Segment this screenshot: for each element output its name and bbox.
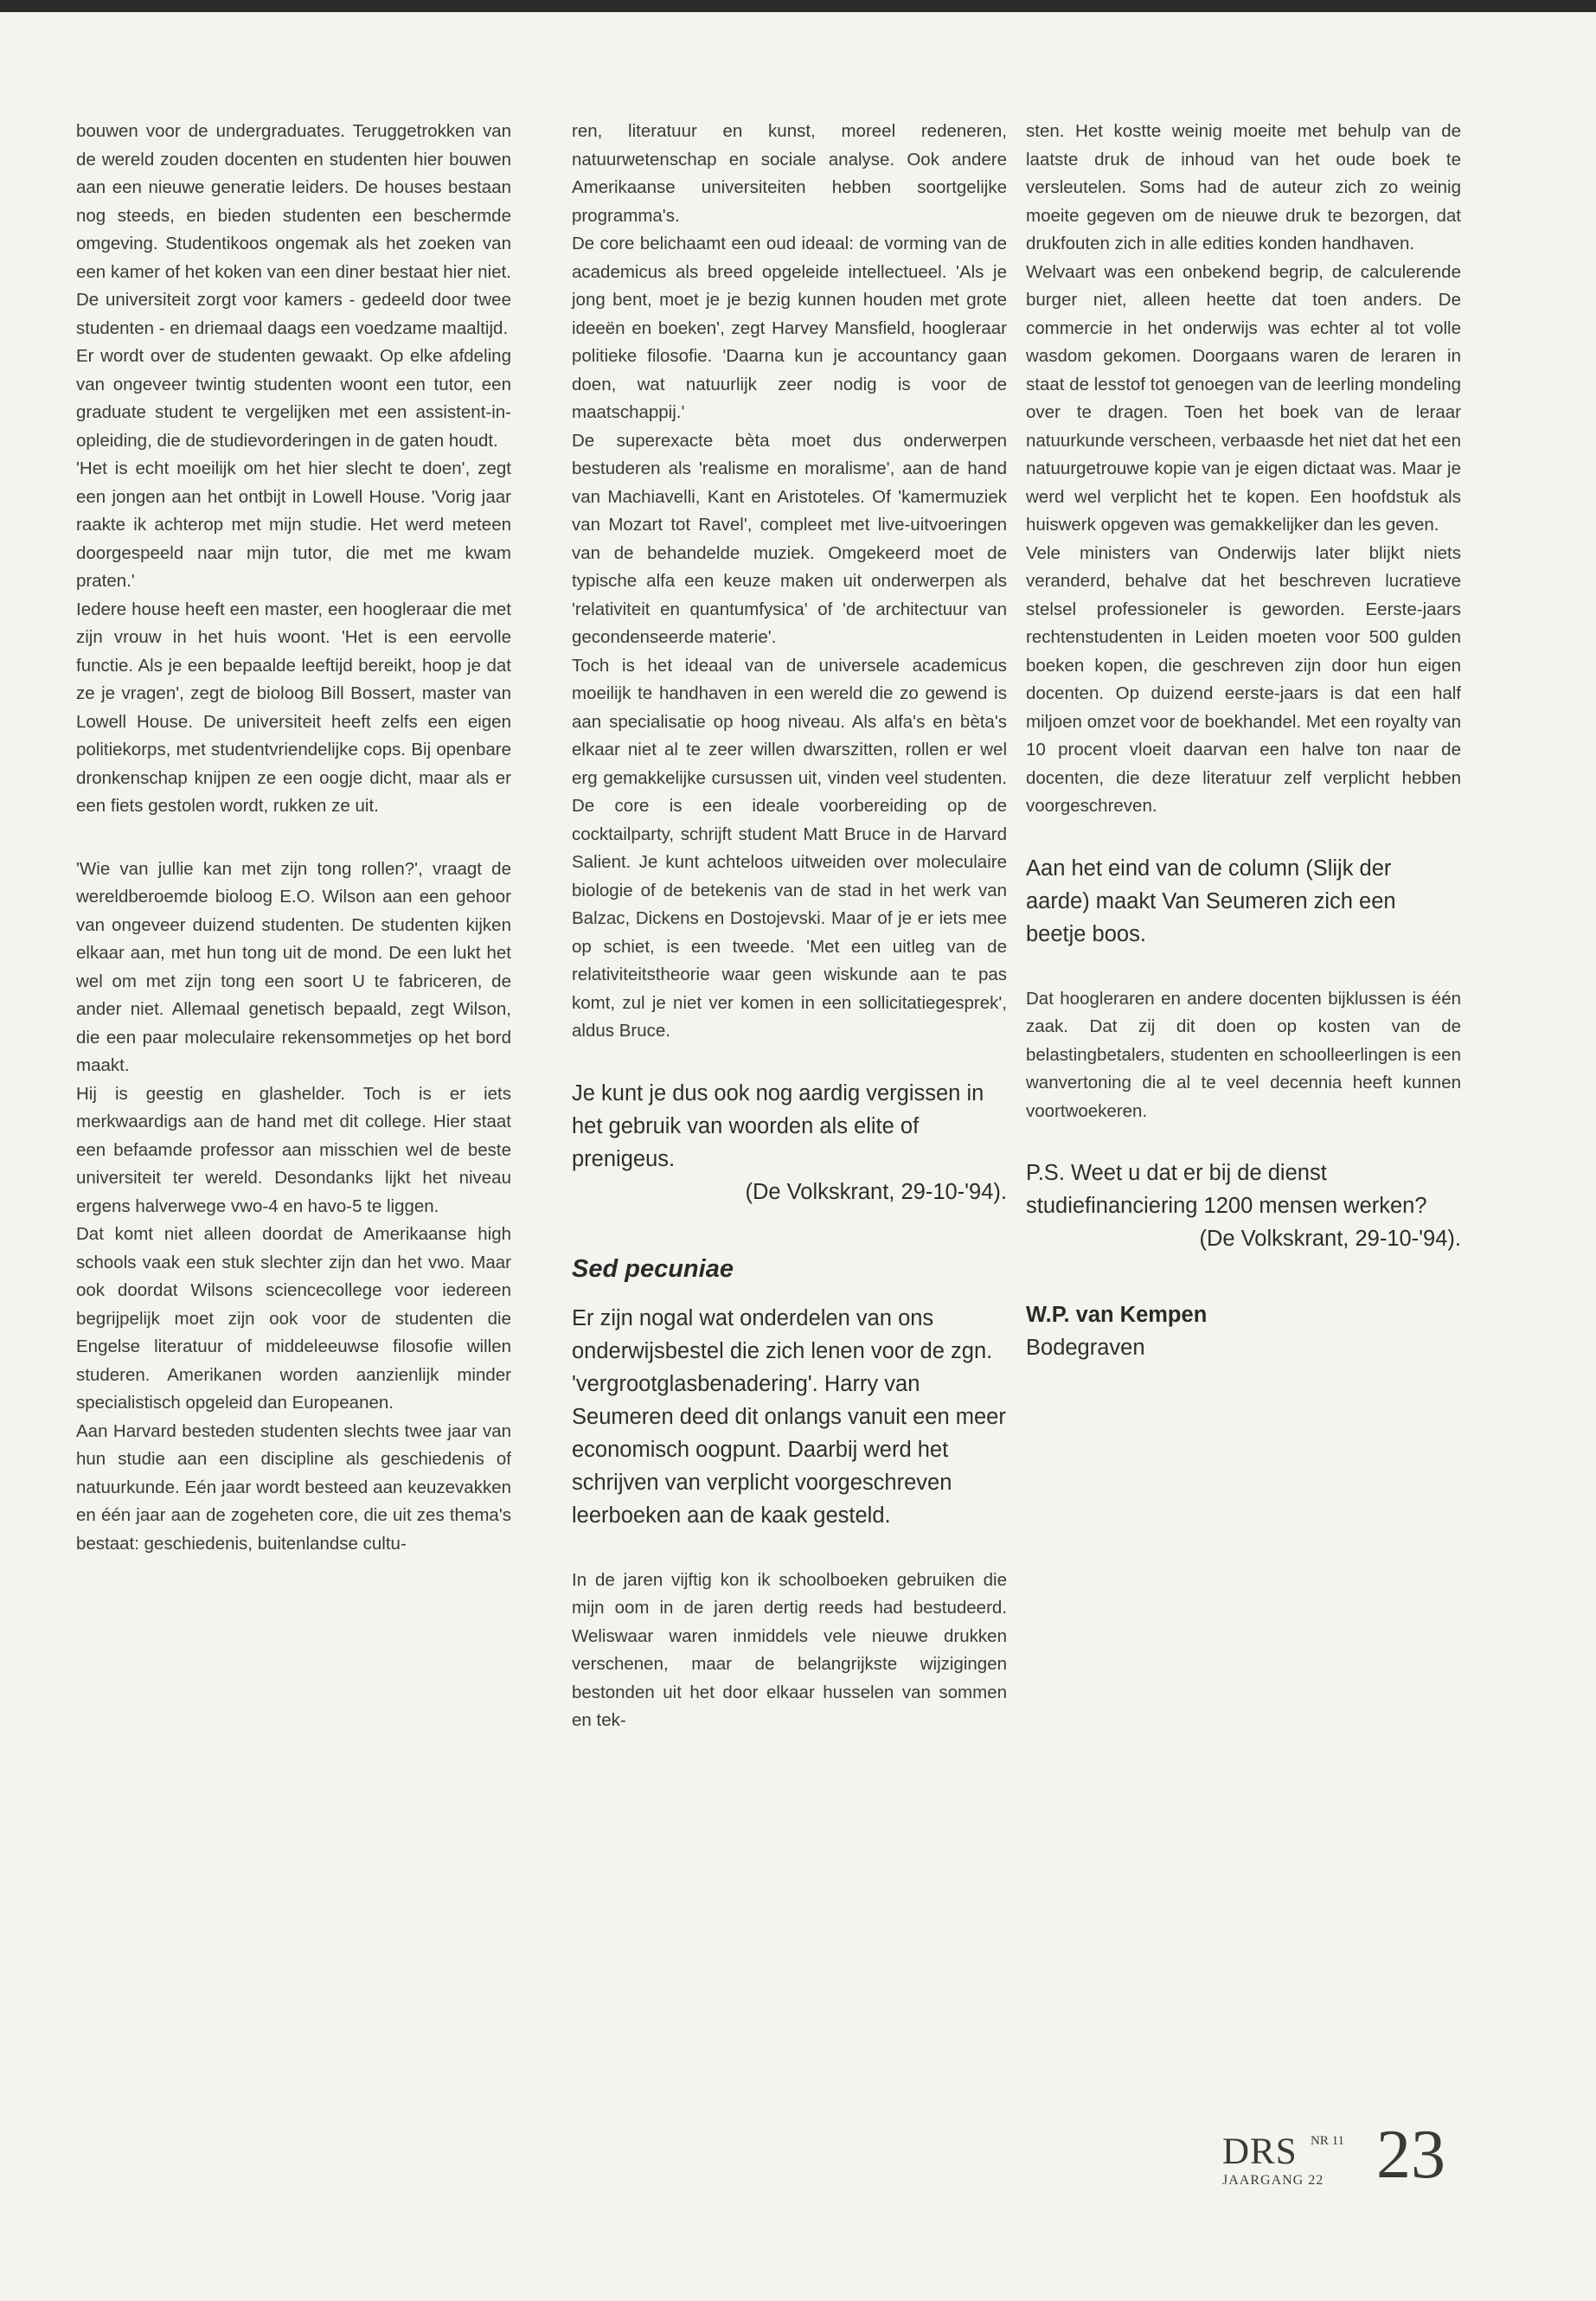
postscript: P.S. Weet u dat er bij de dienst studiefinanciering 1200 mensen werken?	[1026, 1161, 1427, 1218]
paragraph: 'Wie van jullie kan met zijn tong rollen?', vraagt de wereldberoemde bioloog E.O. Wilson aan een gehoor van ongeveer duizend studenten. De studenten kijken elkaar aan, met hun tong uit de mond. De een lukt het wel om met zijn tong een soort U te fabriceren, de ander niet. Allemaal genetisch bepaald, zegt Wilson, die een paar moleculaire rekensommetjes op het bord maakt.	[76, 858, 511, 1075]
issue-number: NR 11	[1311, 2134, 1345, 2148]
paragraph: Hij is geestig en glashelder. Toch is er iets merkwaardigs aan de hand met dit college. Hier staat een befaamde professor aan misschien wel de beste universiteit ter wereld. Desondanks lijkt het niveau ergens halverwege vwo-4 en havo-5 te liggen.	[76, 1083, 511, 1216]
citation: (De Volkskrant, 29-10-'94).	[745, 1179, 1007, 1204]
page-footer	[1222, 2111, 1465, 2193]
paragraph: De superexacte bèta moet dus onderwerpen bestuderen als 'realisme en moralisme', aan de hand van Machiavelli, Kant en Aristoteles. Of 'kamermuziek van Mozart tot Ravel', compleet met live-uitvoeringen van de behandelde muziek. Omgekeerd moet de typische alfa een keuze maken uit onderwerpen als 'relativiteit en quantumfysica' of 'de architectuur van gecondenseerde materie'.	[572, 430, 1007, 647]
section-heading: Sed pecuniae	[572, 1254, 734, 1283]
paragraph: ren, literatuur en kunst, moreel redeneren, natuurwetenschap en sociale analyse. Ook andere Amerikaanse universiteiten hebben soortgelijke programma's.	[572, 121, 1007, 226]
citation: (De Volkskrant, 29-10-'94).	[1199, 1227, 1461, 1251]
paragraph: Er wordt over de studenten gewaakt. Op elke afdeling van ongeveer twintig studenten woont een tutor, een graduate student te vergelijken met een assistent-in-opleiding, die de studievorderingen in de gaten houdt.	[76, 346, 511, 451]
editorial-comment: Aan het eind van de column (Slijk der aarde) maakt Van Seumeren zich een beetje boos.	[1026, 856, 1396, 946]
paragraph: Dat hoogleraren en andere docenten bijklussen is één zaak. Dat zij dit doen op kosten van de belastingbetalers, studenten en schoolleerlingen is een wanvertoning die al te veel decennia heeft kunnen voortwoekeren.	[1026, 988, 1461, 1121]
column-right	[1026, 118, 1461, 1364]
author-name: W.P. van Kempen	[1026, 1303, 1208, 1327]
paragraph: In de jaren vijftig kon ik schoolboeken gebruiken die mijn oom in de jaren dertig reeds had bestudeerd. Weliswaar waren inmiddels vele nieuwe drukken verschenen, maar de belangrijkste wijzigingen bestonden uit het door elkaar husselen van sommen en tek-	[572, 1569, 1007, 1730]
author-place: Bodegraven	[1026, 1336, 1145, 1360]
paragraph: Dat komt niet alleen doordat de Amerikaanse high schools vaak een stuk slechter zijn dan het vwo. Maar ook doordat Wilsons sciencecollege voor iedereen begrijpelijk moet zijn ook voor de studenten die Engelse literatuur of middeleeuwse filosofie willen studeren. Amerikanen worden aanzienlijk minder specialistisch opgeleid dan Europeanen.	[76, 1224, 511, 1413]
paragraph: De core belichaamt een oud ideaal: de vorming van de academicus als breed opgeleide intellectueel. 'Als je jong bent, moet je je bezig kunnen houden met grote ideeën en boeken', zegt Harvey Mansfield, hoogleraar politieke filosofie. 'Daarna kun je accountancy gaan doen, wat natuurlijk zeer nodig is voor de maatschappij.'	[572, 234, 1007, 422]
paragraph: Iedere house heeft een master, een hoogleraar die met zijn vrouw in het huis woont. 'Het is een eervolle functie. Als je een bepaalde leeftijd bereikt, hoop je dat ze je vragen', zegt de bioloog Bill Bossert, master van Lowell House. De universiteit heeft zelfs een eigen politiekorps, met studentvriendelijke cops. Bij openbare dronkenschap knijpen ze een oogje dicht, maar als er een fiets gestolen wordt, rukken ze uit.	[76, 599, 511, 816]
paragraph: Vele ministers van Onderwijs later blijkt niets veranderd, behalve dat het beschreven lucratieve stelsel professioneler is geworden. Eerste-jaars rechtenstudenten in Leiden moeten voor 500 gulden boeken kopen, die geschreven zijn door hun eigen docenten. Op duizend eerste-jaars is dat een half miljoen omzet voor de boekhandel. Met een royalty van 10 procent vloeit daarvan een halve ton naar de docenten, die deze literatuur zelf verplicht hebben voorgeschreven.	[1026, 542, 1461, 816]
paragraph: sten. Het kostte weinig moeite met behulp van de laatste druk de inhoud van het oude boek te versleutelen. Soms had de auteur zich zo weinig moeite gegeven om de nieuwe druk te bezorgen, dat drukfouten zich in alle edities konden handhaven.	[1026, 121, 1461, 253]
paragraph: Aan Harvard besteden studenten slechts twee jaar van hun studie aan een discipline als geschiedenis of natuurkunde. Eén jaar wordt besteed aan keuzevakken en één jaar aan de zogeheten core, die uit zes thema's bestaat: geschiedenis, buitenlandse cultu-	[76, 1420, 511, 1554]
column-middle	[572, 118, 1007, 1735]
paragraph: 'Het is echt moeilijk om het hier slecht te doen', zegt een jongen aan het ontbijt in Lowell House. 'Vorig jaar raakte ik achterop met mijn studie. Het werd meteen doorgespeeld naar mijn tutor, die met me kwam praten.'	[76, 458, 511, 591]
magazine-page	[0, 12, 1596, 2301]
section-intro: Er zijn nogal wat onderdelen van ons onderwijsbestel die zich lenen voor de zgn. 'vergrootglasbenadering'. Harry van Seumeren deed dit onlangs vanuit een meer economisch oogpunt. Daarbij werd het schrijven van verplicht voorgeschreven leerboeken aan de kaak gesteld.	[572, 1305, 1006, 1528]
paragraph: Welvaart was een onbekend begrip, de calculerende burger niet, alleen heette dat toen anders. De commercie in het onderwijs was echter al tot volle wasdom gekomen. Doorgaans waren de leraren in staat de lesstof tot genoegen van de leerling mondeling over te dragen. Toen het boek van de leraar natuurkunde verscheen, verbaasde het niet dat het een natuurgetrouwe kopie van je eigen dictaat was. Maar je werd wel verplicht het te kopen. Een hoofdstuk als huiswerk opgeven was gemakkelijker dan les geven.	[1026, 261, 1461, 535]
volume-label: JAARGANG 22	[1222, 2173, 1324, 2188]
paragraph: bouwen voor de undergraduates. Teruggetrokken van de wereld zouden docenten en studenten hier bouwen aan een nieuwe generatie leiders. De houses bestaan nog steeds, en bieden studenten een beschermde omgeving. Studentikoos ongemak als het zoeken van een kamer of het koken van een diner bestaat hier niet. De universiteit zorgt voor kamers - gedeeld door twee studenten - en driemaal daags een voedzame maaltijd.	[76, 121, 511, 338]
column-left	[76, 118, 511, 1558]
editorial-comment: Je kunt je dus ook nog aardig vergissen in het gebruik van woorden als elite of prenigeus.	[572, 1080, 984, 1171]
magazine-logo: DRS	[1222, 2131, 1298, 2172]
page-number: 23	[1376, 2117, 1445, 2193]
paragraph: Toch is het ideaal van de universele academicus moeilijk te handhaven in een wereld die zo gewend is aan specialisatie op hoog niveau. Als alfa's en bèta's elkaar niet al te zeer willen dwarszitten, rollen er wel erg gemakkelijke cursussen uit, vinden veel studenten. De core is een ideale voorbereiding op de cocktailparty, schrijft student Matt Bruce in de Harvard Salient. Je kunt achteloos uitweiden over moleculaire biologie of de betekenis van de stad in het werk van Balzac, Dickens en Dostojevski. Maar of je er iets mee op schiet, is een tweede. 'Met een uitleg van de relativiteitstheorie waar geen wiskunde aan te pas komt, zul je niet ver komen in een sollicitatiegesprek', aldus Bruce.	[572, 655, 1007, 1041]
